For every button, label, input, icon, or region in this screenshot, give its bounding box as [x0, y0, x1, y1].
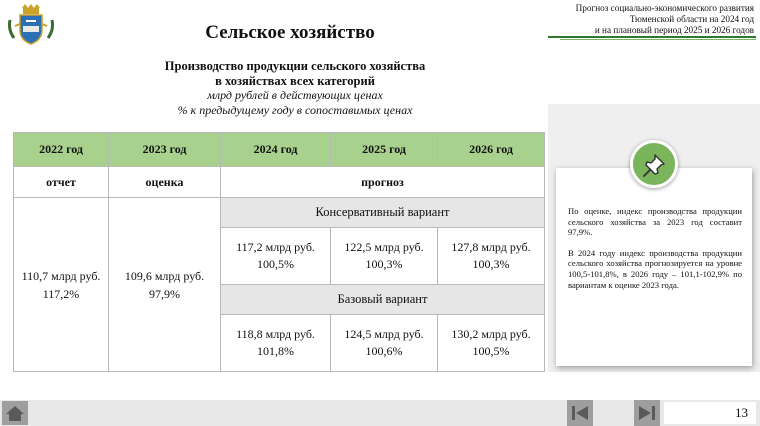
- year-header-cell: 2024 год: [221, 133, 331, 167]
- production-table: [13, 132, 545, 372]
- kind-cell-estimate: оценка: [109, 167, 221, 198]
- base-2026-cell: [438, 315, 545, 372]
- year-header-cell: 2026 год: [438, 133, 545, 167]
- header-note-line: Прогноз социально-экономического развития: [575, 3, 754, 13]
- conservative-2025-cell: [331, 228, 438, 285]
- cell-value: 124,5 млрд руб.: [344, 327, 424, 341]
- home-icon: [2, 401, 28, 425]
- cell-value: 110,7 млрд руб.: [21, 268, 101, 283]
- cell-percent: 100,5%: [257, 257, 294, 271]
- region-emblem-icon: [6, 4, 56, 46]
- header-note: [554, 3, 754, 36]
- kind-cell-forecast: прогноз: [221, 167, 545, 198]
- table-caption: [100, 59, 490, 117]
- conservative-2026-cell: [438, 228, 545, 285]
- kind-row: [14, 167, 545, 198]
- header-divider: [548, 36, 756, 38]
- cell-value: 122,5 млрд руб.: [344, 240, 424, 254]
- estimate-2023-cell: [109, 198, 221, 372]
- fact-2022-cell: [14, 198, 109, 372]
- page-title: Сельское хозяйство: [205, 22, 375, 43]
- base-variant-label: Базовый вариант: [221, 285, 545, 315]
- year-header-cell: 2025 год: [331, 133, 438, 167]
- cell-percent: 100,3%: [365, 257, 403, 271]
- cell-percent: 100,6%: [365, 344, 403, 358]
- next-icon: [634, 400, 660, 426]
- previous-slide-button[interactable]: [567, 400, 593, 426]
- cell-value: 130,2 млрд руб.: [451, 327, 531, 341]
- header-note-line: и на плановый период 2025 и 2026 годов: [594, 25, 754, 35]
- base-2024-cell: [221, 315, 331, 372]
- home-button[interactable]: [2, 401, 28, 425]
- cell-value: 118,8 млрд руб.: [236, 327, 315, 341]
- conservative-2024-cell: [221, 228, 331, 285]
- header-divider-secondary: [560, 39, 756, 40]
- cell-value: 127,8 млрд руб.: [451, 240, 531, 254]
- previous-icon: [567, 400, 593, 426]
- cell-percent: 100,5%: [472, 344, 510, 358]
- commentary-paragraph: По оценке, индекс производства продукции сельского хозяйства за 2023 год составит 97,9%.: [568, 206, 742, 238]
- kind-cell-report: отчет: [14, 167, 109, 198]
- commentary-paragraph: В 2024 году индекс производства продукции сельского хозяйства прогнозируется на уровне 100,5-101,8%, в 2026 году – 101,1-102,9% по вариантам к оценке 2023 года.: [568, 247, 742, 290]
- year-header-row: [14, 133, 545, 167]
- cell-value: 109,6 млрд руб.: [124, 268, 205, 283]
- next-slide-button[interactable]: [634, 400, 660, 426]
- cell-percent: 101,8%: [257, 344, 294, 358]
- cell-percent: 117,2%: [42, 286, 80, 301]
- commentary-text: [568, 206, 742, 290]
- year-header-cell: 2022 год: [14, 133, 109, 167]
- cell-value: 117,2 млрд руб.: [236, 240, 315, 254]
- caption-units: млрд рублей в действующих ценах: [207, 88, 383, 102]
- conservative-label-row: [14, 198, 545, 228]
- cell-percent: 100,3%: [472, 257, 510, 271]
- conservative-variant-label: Консервативный вариант: [221, 198, 545, 228]
- base-2025-cell: [331, 315, 438, 372]
- commentary-card: [556, 168, 752, 366]
- caption-line: в хозяйствах всех категорий: [215, 73, 375, 88]
- caption-units: % к предыдущему году в сопоставимых ценах: [177, 102, 413, 117]
- header-note-line: Тюменской области на 2024 год: [629, 14, 754, 24]
- cell-percent: 97,9%: [149, 286, 180, 301]
- page-number: 13: [664, 402, 756, 424]
- pushpin-icon: [630, 140, 678, 188]
- caption-line: Производство продукции сельского хозяйства: [164, 59, 426, 73]
- year-header-cell: 2023 год: [109, 133, 221, 167]
